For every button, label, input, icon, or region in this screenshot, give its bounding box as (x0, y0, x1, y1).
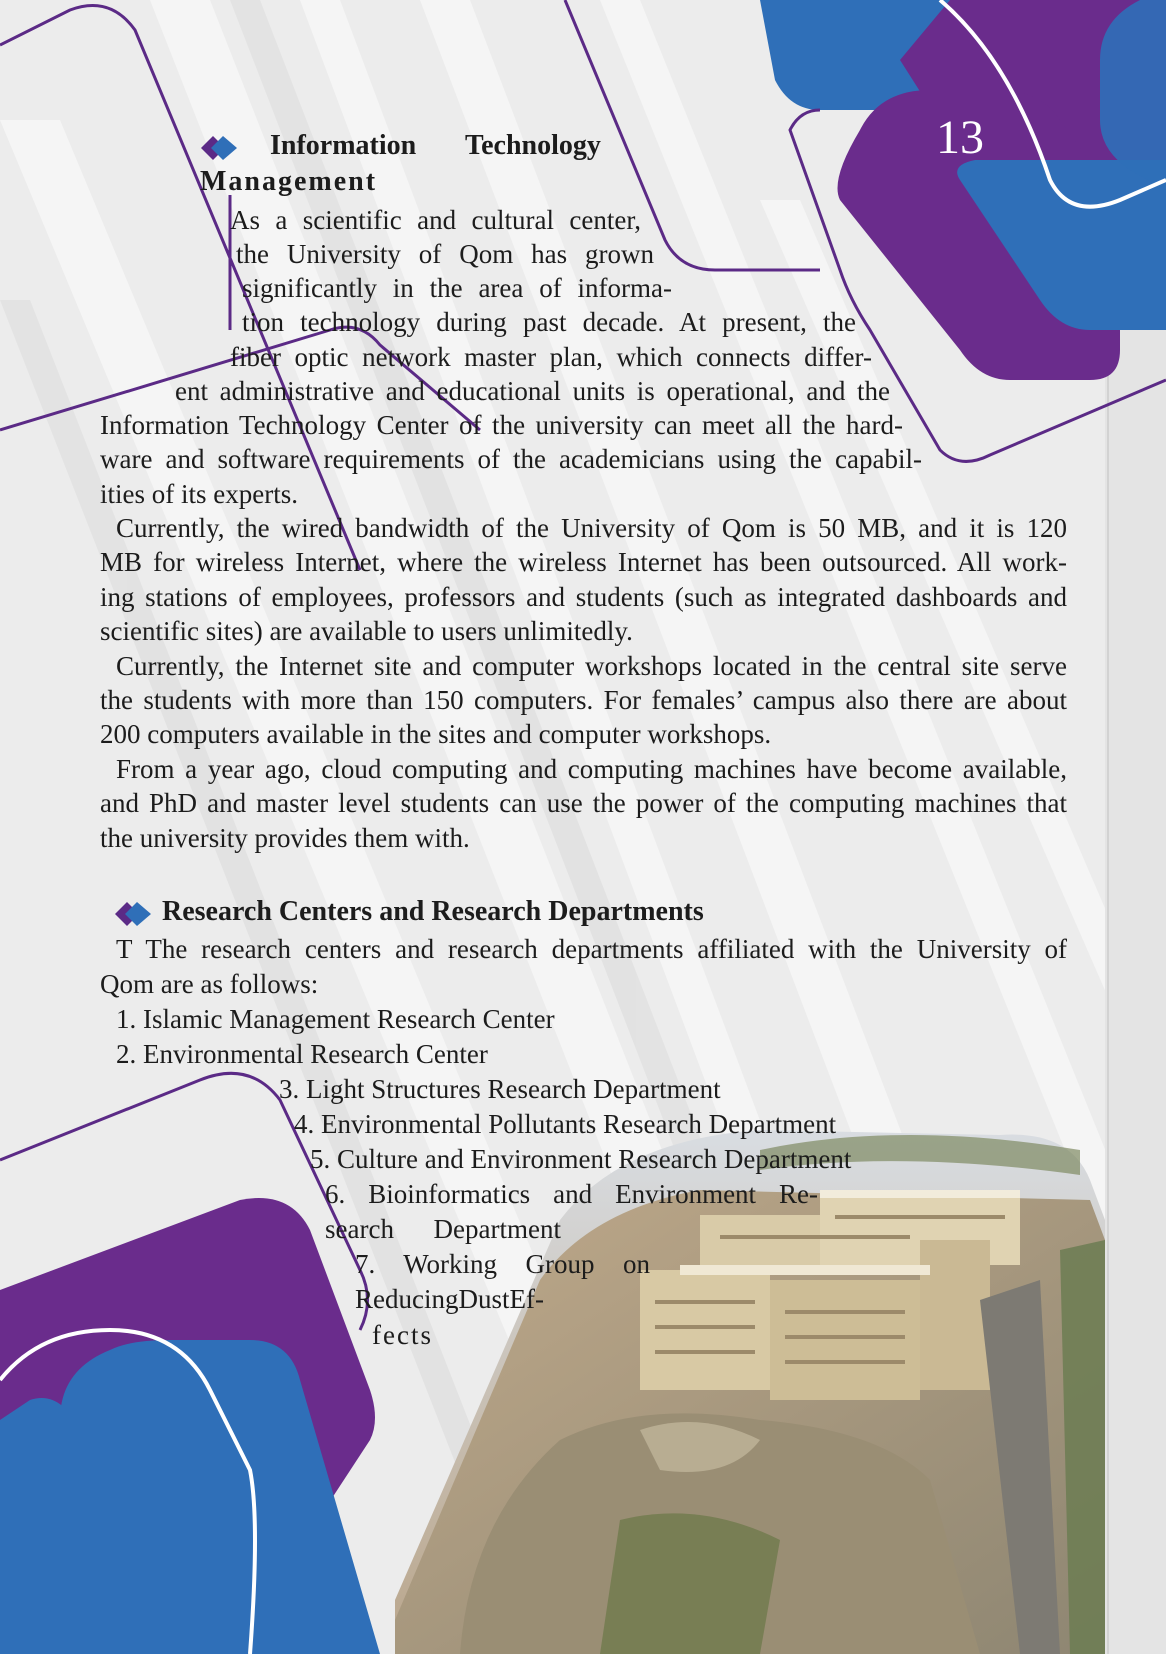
research-intro-line: Qom are as follows: (100, 969, 319, 999)
it-paragraph-3-line: 200 computers available in the sites and computer workshops. (100, 719, 772, 749)
it-paragraph-4-line: and PhD and master level students can use the power of the computing machines that (100, 788, 1067, 818)
it-paragraph-4-line: the university provides them with. (100, 823, 470, 853)
it-paragraph-1-line: Information Technology Center of the university can meet all the hard- (100, 410, 903, 440)
it-heading-line-2: Management (200, 166, 378, 197)
it-paragraph-3-line: the students with more than 150 computers. For females’ campus also there are about (100, 685, 1067, 715)
it-heading-word-2: Technology (465, 130, 601, 161)
research-list-item: 4. Environmental Pollutants Research Department (294, 1109, 837, 1139)
diamond-bullet-icon (198, 132, 240, 164)
it-paragraph-1-line: ent administrative and educational units is operational, and the (175, 376, 890, 406)
it-paragraph-1-line: ware and software requirements of the academicians using the capabil- (100, 444, 922, 474)
it-paragraph-1-line: tion technology during past decade. At present, the (242, 307, 856, 337)
research-list-item: 2. Environmental Research Center (116, 1039, 488, 1069)
it-paragraph-1-line: ities of its experts. (100, 479, 298, 509)
it-paragraph-2-line: scientific sites) are available to users unlimitedly. (100, 616, 633, 646)
research-list-item: 1. Islamic Management Research Center (116, 1004, 555, 1034)
it-paragraph-2-line: ing stations of employees, professors and students (such as integrated dashboards and (100, 582, 1067, 612)
research-list-item: 3. Light Structures Research Department (279, 1074, 721, 1104)
it-paragraph-1-line: fiber optic network master plan, which connects differ- (230, 342, 872, 372)
diamond-bullet-icon (112, 898, 154, 930)
research-intro-line: T The research centers and research departments affiliated with the University of (116, 934, 1067, 964)
it-paragraph-3-line: Currently, the Internet site and computer workshops located in the central site serve (116, 651, 1067, 681)
it-paragraph-1-line: significantly in the area of informa- (242, 273, 672, 303)
research-list-item: fects (372, 1320, 433, 1350)
it-paragraph-1-line: As a scientific and cultural center, (230, 205, 641, 235)
page-number: 13 (936, 111, 984, 164)
research-list-item: 6. Bioinformatics and Environment Re- (325, 1179, 818, 1209)
it-paragraph-1-line: the University of Qom has grown (236, 239, 654, 269)
it-paragraph-2-line: Currently, the wired bandwidth of the University of Qom is 50 MB, and it is 120 (116, 513, 1067, 543)
it-heading-word-1: Information (270, 130, 417, 161)
it-paragraph-4-line: From a year ago, cloud computing and computing machines have become available, (116, 754, 1067, 784)
it-paragraph-2-line: MB for wireless Internet, where the wireless Internet has been outsourced. All work- (100, 547, 1067, 577)
research-list-item: ReducingDustEf- (355, 1284, 544, 1314)
research-list-item: 7. Working Group on (355, 1249, 650, 1279)
research-list-item: 5. Culture and Environment Research Department (310, 1144, 852, 1174)
research-heading: Research Centers and Research Departments (162, 896, 704, 927)
research-list-item: search Department (325, 1214, 561, 1244)
